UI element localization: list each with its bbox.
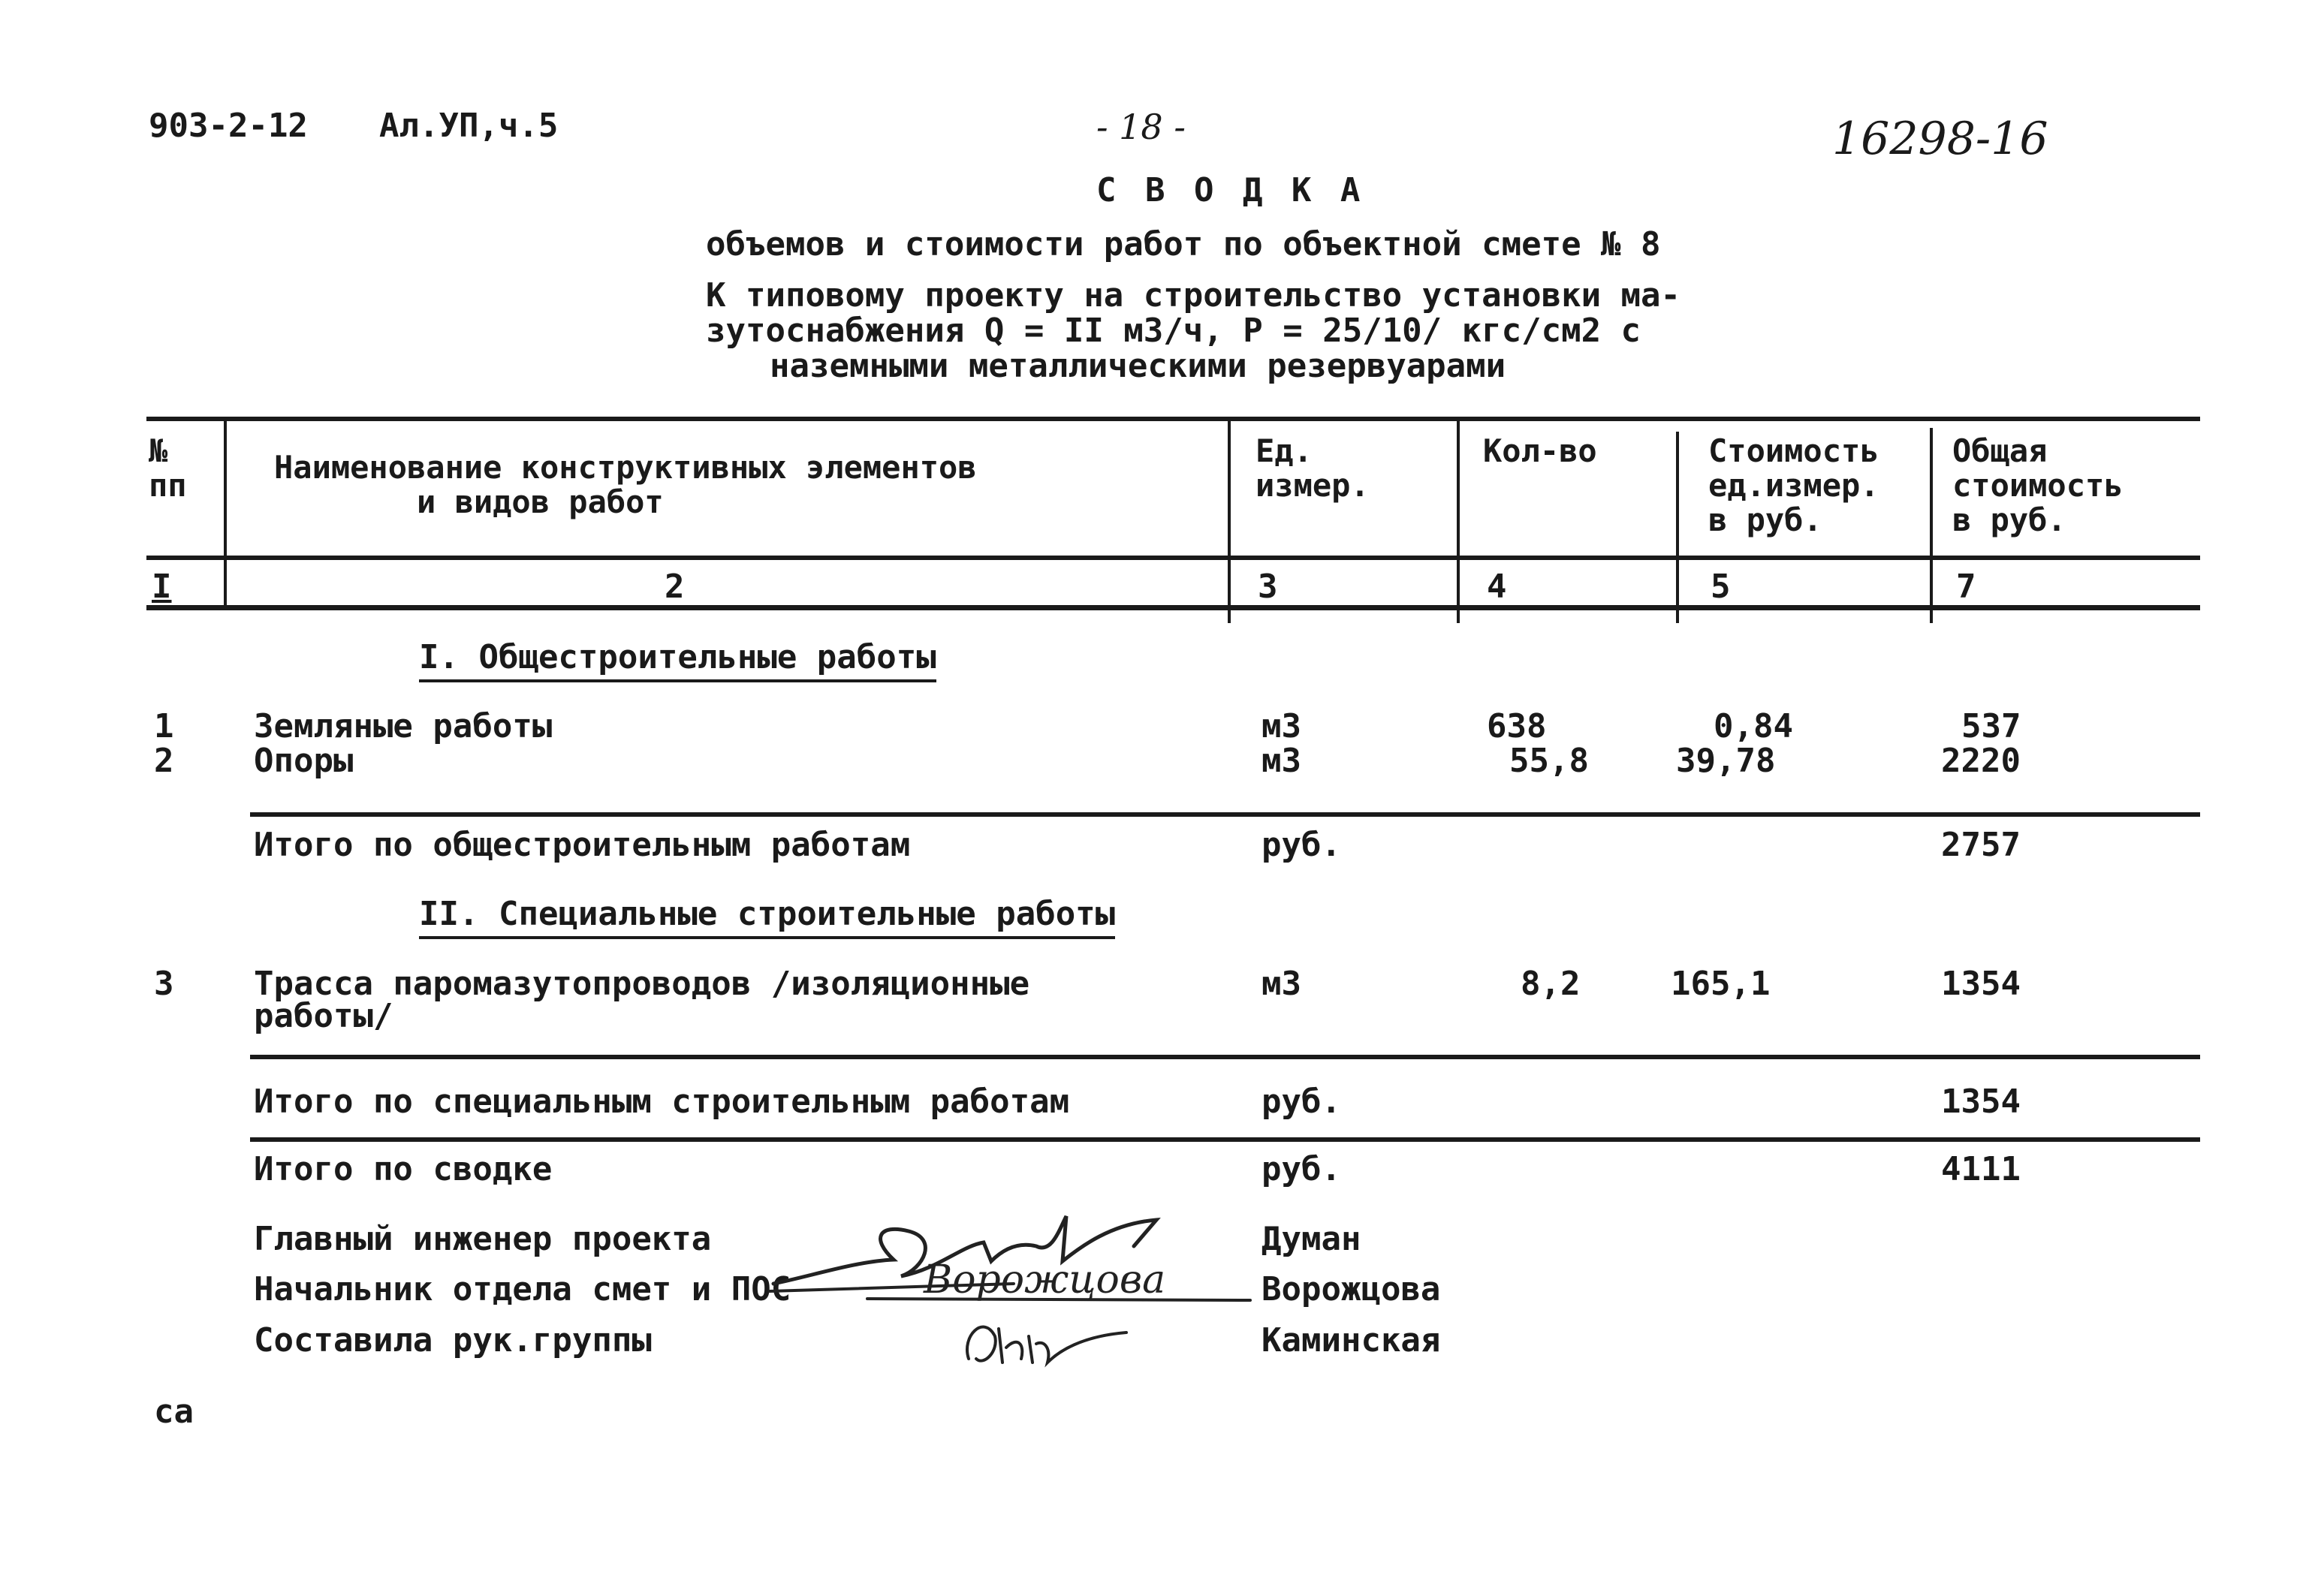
row-unit: м3: [1262, 707, 1301, 745]
table-top-rule: [146, 417, 2200, 421]
col-number: 5: [1711, 568, 1731, 606]
grand-total-rule: [250, 1137, 2200, 1142]
row-unit-cost: 165,1: [1671, 965, 1771, 1003]
col-number: 7: [1956, 568, 1976, 606]
document-title: С В О Д К А: [1096, 171, 1365, 209]
subtotal-label: Итого по общестроительным работам: [254, 826, 911, 864]
grand-total-unit: руб.: [1262, 1150, 1341, 1188]
signature-name: Каминская: [1262, 1321, 1441, 1360]
column-divider: [1228, 419, 1231, 623]
grand-total-value: 4111: [1941, 1150, 2021, 1188]
col-header-unit: Ед. измер.: [1255, 432, 1370, 504]
subtotal-unit: руб.: [1262, 1083, 1341, 1121]
col-header-number: № пп: [149, 432, 187, 504]
grand-total-label: Итого по сводке: [254, 1150, 553, 1188]
row-name: Опоры: [254, 742, 354, 780]
subtotal-rule: [250, 812, 2200, 817]
column-divider: [1676, 432, 1679, 623]
subtotal-total: 1354: [1941, 1083, 2021, 1121]
row-unit-cost: 39,78: [1676, 742, 1776, 780]
row-quantity: 638: [1487, 707, 1547, 745]
album-reference: Ал.УП,ч.5: [379, 107, 559, 145]
signature-role: Начальник отдела смет и ПОС: [254, 1270, 791, 1308]
col-number: I: [152, 568, 172, 606]
col-header-total-cost: Общая стоимость в руб.: [1952, 432, 2124, 538]
column-divider: [224, 419, 227, 610]
row-name: Земляные работы: [254, 707, 553, 745]
title-subline-3: зутоснабжения Q = II м3/ч, P = 25/10/ кгс/см2 с: [706, 312, 1641, 350]
handwritten-signature-group-leader: [954, 1306, 1149, 1381]
section-title: II. Специальные строительные работы: [419, 895, 1115, 933]
column-divider: [1930, 428, 1933, 623]
col-number: 3: [1258, 568, 1278, 606]
row-quantity: 55,8: [1509, 742, 1589, 780]
header-separator-rule: [146, 556, 2200, 560]
signature-name: Думан: [1262, 1220, 1361, 1258]
section-title: I. Общестроительные работы: [419, 638, 936, 676]
col-header-name: Наименование конструктивных элементов и видов работ: [274, 449, 977, 520]
title-subline-1: объемов и стоимости работ по объектной смете № 8: [706, 225, 1661, 263]
col-header-unit-cost: Стоимость ед.измер. в руб.: [1708, 432, 1879, 538]
col-number: 2: [665, 568, 685, 606]
row-quantity: 8,2: [1521, 965, 1581, 1003]
doc-code: 903-2-12: [149, 107, 308, 145]
col-header-quantity: Кол-во: [1483, 432, 1597, 469]
column-divider: [1457, 419, 1460, 623]
row-unit: м3: [1262, 965, 1301, 1003]
row-total: 537: [1961, 707, 2021, 745]
signature-role: Составила рук.группы: [254, 1321, 652, 1360]
row-name: Трасса паромазутопроводов /изоляционные: [254, 965, 1030, 1003]
row-total: 1354: [1941, 965, 2021, 1003]
footer-mark: са: [154, 1393, 194, 1431]
archive-number: 16298-16: [1832, 113, 2048, 165]
title-subline-4: наземными металлическими резервуарами: [770, 347, 1506, 385]
signature-role: Главный инженер проекта: [254, 1220, 712, 1258]
row-name-continuation: работы/: [254, 997, 393, 1035]
subtotal-rule: [250, 1055, 2200, 1059]
page-number: - 18 -: [1096, 107, 1186, 147]
column-numbers-rule: [146, 605, 2200, 610]
row-unit-cost: 0,84: [1714, 707, 1793, 745]
subtotal-unit: руб.: [1262, 826, 1341, 864]
row-number: 2: [154, 742, 174, 780]
row-number: 1: [154, 707, 174, 745]
subtotal-total: 2757: [1941, 826, 2021, 864]
row-unit: м3: [1262, 742, 1301, 780]
col-number: 4: [1487, 568, 1507, 606]
svg-text:Ворожцова: Ворожцова: [924, 1257, 1166, 1302]
signature-name: Ворожцова: [1262, 1270, 1441, 1308]
row-total: 2220: [1941, 742, 2021, 780]
row-number: 3: [154, 965, 174, 1003]
title-subline-2: К типовому проекту на строительство установки ма-: [706, 276, 1681, 315]
subtotal-label: Итого по специальным строительным работам: [254, 1083, 1070, 1121]
